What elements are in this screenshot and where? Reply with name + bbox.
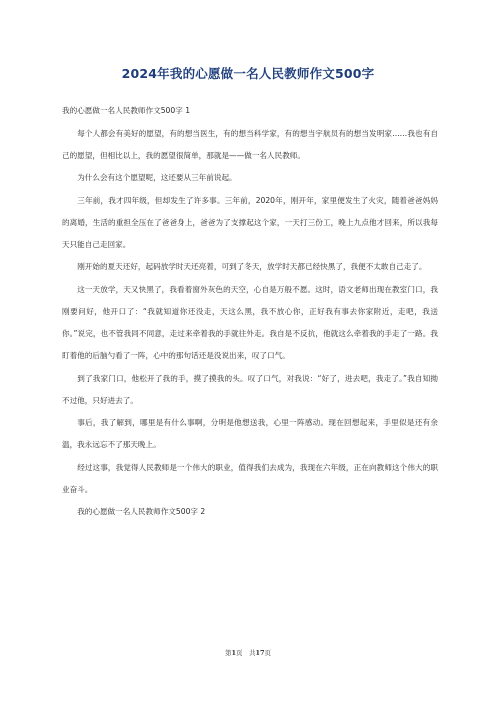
paragraph: 为什么会有这个愿望呢，这还要从三年前说起。 xyxy=(77,173,237,183)
footer-middle: 页 共 xyxy=(235,649,256,657)
total-pages-number: 17 xyxy=(255,649,265,657)
paragraph: 每个人都会有美好的愿望，有的想当医生，有的想当科学家，有的想当宇航员有的想当发明家……我也有自己的愿望，但相比以上，我的愿望很简单，那就是——做一名人民教师。 xyxy=(62,128,438,160)
paragraph: 经过这事，我觉得人民教师是一个伟大的职业，值得我们去成为，我现在六年级，正在向教师这个伟大的职业奋斗。 xyxy=(62,462,438,494)
paragraph: 三年前，我才四年级，但却发生了许多事。三年前，2020年，刚开年，家里便发生了火灾，随着爸爸妈妈的离婚，生活的重担全压在了爸爸身上，爸爸为了支撑起这个家，一天打三份工，晚上九点他才回来，所以我每天只能自己走回家。 xyxy=(62,195,438,249)
document-body xyxy=(62,100,438,524)
section-heading: 我的心愿做一名人民教师作文500字 2 xyxy=(77,507,206,517)
page-footer xyxy=(0,648,496,657)
document-title: 2024年我的心愿做一名人民教师作文500字 xyxy=(121,66,375,81)
section-heading: 我的心愿做一名人民教师作文500字 1 xyxy=(62,106,191,115)
paragraph: 这一天放学，天又快黑了，我看着窗外灰色的天空，心自是万般不愿。这时，语文老师出现在教室门口，我刚要问好，他开口了：“我就知道你还没走，天这么黑，我不放心你，正好我有事去你家附近，走吧，我送你。”说完，也不管我同不同意，走过来牵着我的手就往外走。我自是不反抗，他就这么牵着我的手走了一路。我盯着他的后脑勺看了一阵，心中的那句话还是没说出来，叹了口气。 xyxy=(62,284,438,360)
footer-prefix: 第 xyxy=(224,649,232,657)
footer-suffix: 页 xyxy=(264,649,272,657)
paragraph: 刚开始的夏天还好，起码放学时天还亮着，可到了冬天，放学时天都已经快黑了，我便不太敢自己走了。 xyxy=(77,262,427,272)
paragraph: 到了我家门口，他松开了我的手，摸了摸我的头。叹了口气，对我说：“好了，进去吧，我走了。”我自知拗不过他，只好进去了。 xyxy=(62,373,438,405)
current-page-number: 1 xyxy=(231,649,236,657)
paragraph: 事后，我了解到，哪里是有什么事啊，分明是他想送我，心里一阵感动。现在回想起来，手里似是还有余温，我永远忘不了那天晚上。 xyxy=(62,418,438,450)
